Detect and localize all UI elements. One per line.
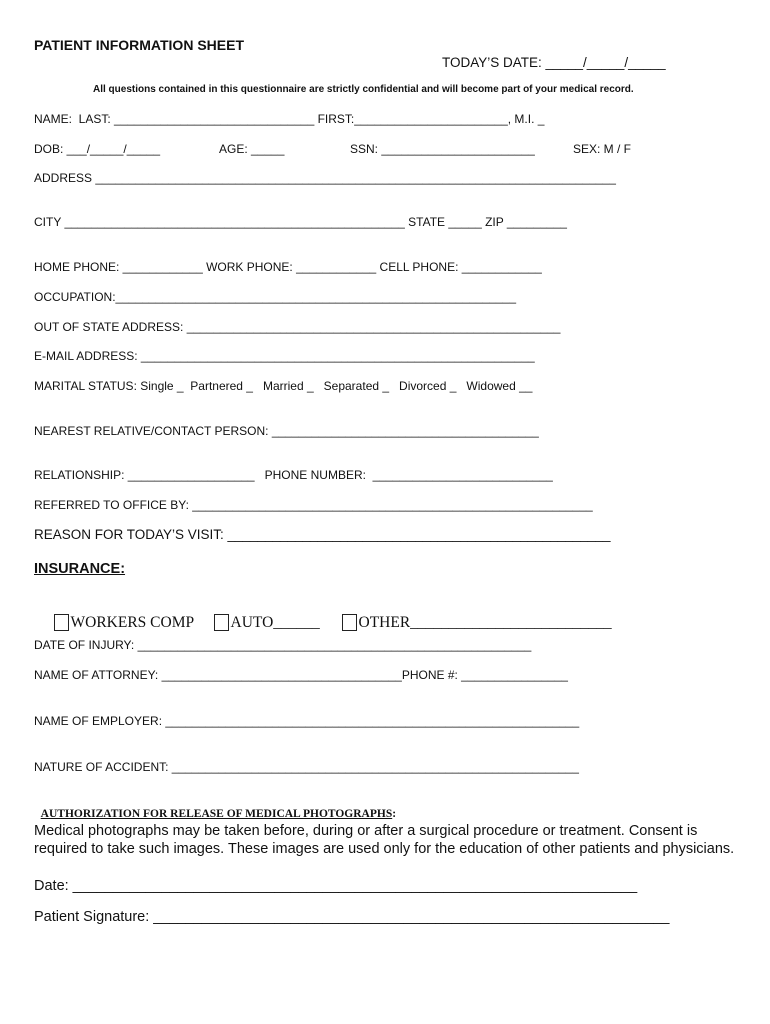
name-field[interactable]: NAME: LAST: ______________________________ FIRST:_______________________, M.I. _ bbox=[34, 112, 545, 126]
other-checkbox[interactable] bbox=[342, 614, 357, 631]
relationship-phone-field[interactable]: RELATIONSHIP: ___________________ PHONE NUMBER: ___________________________ bbox=[34, 468, 553, 482]
nearest-relative-field[interactable]: NEAREST RELATIVE/CONTACT PERSON: ________________________________________ bbox=[34, 424, 539, 438]
occupation-field[interactable]: OCCUPATION:____________________________________________________________ bbox=[34, 290, 516, 304]
nature-of-accident-field[interactable]: NATURE OF ACCIDENT: _____________________________________________________________ bbox=[34, 760, 579, 774]
authorization-colon: : bbox=[392, 808, 397, 820]
age-field[interactable]: AGE: _____ bbox=[219, 142, 285, 156]
sex-field[interactable]: SEX: M / F bbox=[573, 142, 632, 156]
patient-signature-field[interactable]: Patient Signature: ________________________________________________________________ bbox=[34, 909, 670, 925]
todays-date-field[interactable]: TODAY’S DATE: _____/_____/_____ bbox=[442, 55, 666, 70]
auto-checkbox[interactable] bbox=[214, 614, 229, 631]
auto-label: AUTO______ bbox=[230, 614, 320, 631]
date-field[interactable]: Date: ______________________________________________________________________ bbox=[34, 878, 638, 894]
marital-status-field[interactable]: MARITAL STATUS: Single _ Partnered _ Married _ Separated _ Divorced _ Widowed __ bbox=[34, 379, 533, 393]
insurance-heading: INSURANCE: bbox=[34, 561, 126, 577]
confidential-note: All questions contained in this questionnaire are strictly confidential and will become part of your medical record. bbox=[93, 84, 634, 95]
authorization-paragraph: Medical photographs may be taken before, during or after a surgical procedure or treatment. Consent is required to take such images. These images are used only for the education of other patients and physicians. bbox=[34, 823, 735, 857]
phone-fields[interactable]: HOME PHONE: ____________ WORK PHONE: ____________ CELL PHONE: ____________ bbox=[34, 260, 542, 274]
email-field[interactable]: E-MAIL ADDRESS: ___________________________________________________________ bbox=[34, 349, 535, 363]
city-state-zip-field[interactable]: CITY ___________________________________________________ STATE _____ ZIP _________ bbox=[34, 215, 567, 229]
ssn-field[interactable]: SSN: _______________________ bbox=[350, 142, 535, 156]
employer-field[interactable]: NAME OF EMPLOYER: ______________________________________________________________ bbox=[34, 714, 580, 728]
authorization-heading-line bbox=[34, 792, 396, 821]
attorney-field[interactable]: NAME OF ATTORNEY: ____________________________________PHONE #: ________________ bbox=[34, 668, 568, 682]
referred-by-field[interactable]: REFERRED TO OFFICE BY: ____________________________________________________________ bbox=[34, 498, 593, 512]
reason-for-visit-field[interactable]: REASON FOR TODAY’S VISIT: ___________________________________________________ bbox=[34, 527, 611, 542]
dob-field[interactable]: DOB: ___/_____/_____ bbox=[34, 142, 161, 156]
address-field[interactable]: ADDRESS ______________________________________________________________________________ bbox=[34, 171, 616, 185]
authorization-heading: AUTHORIZATION FOR RELEASE OF MEDICAL PHOTOGRAPHS bbox=[40, 808, 393, 820]
workers-comp-checkbox[interactable] bbox=[54, 614, 69, 631]
workers-comp-label: WORKERS COMP bbox=[70, 614, 195, 631]
other-label: OTHER__________________________ bbox=[358, 614, 612, 631]
page-title: PATIENT INFORMATION SHEET bbox=[34, 37, 244, 53]
date-of-injury-field[interactable]: DATE OF INJURY: ___________________________________________________________ bbox=[34, 638, 532, 652]
out-of-state-address-field[interactable]: OUT OF STATE ADDRESS: ________________________________________________________ bbox=[34, 320, 561, 334]
